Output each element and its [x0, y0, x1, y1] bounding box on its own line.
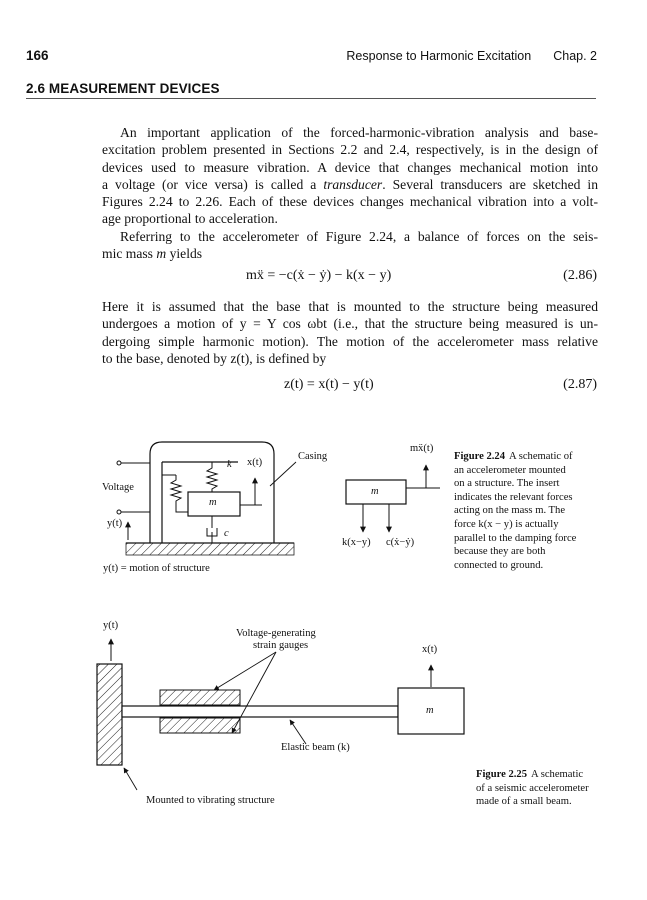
caption-label: Figure 2.25 — [476, 769, 528, 780]
text-line: to the base, denoted by z(t), is defined by — [102, 350, 327, 366]
text-fragment: mic mass — [102, 246, 157, 262]
label-strain-gauges-1: Voltage-generating — [236, 628, 316, 639]
equation-2-86: mẍ = −c(ẋ − ẏ) − k(x − y) — [246, 268, 392, 283]
caption-line — [454, 450, 576, 464]
label-voltage: Voltage — [102, 482, 134, 493]
term-transducer: transducer — [323, 176, 383, 192]
caption-line: force k(x − y) is actually — [454, 518, 559, 530]
label-mass-m: m — [209, 497, 217, 508]
label-elastic-beam: Elastic beam (k) — [281, 742, 350, 753]
ground-hatch — [126, 543, 294, 555]
equation-2-87: z(t) = x(t) − y(t) — [284, 377, 374, 392]
spring-k — [207, 462, 217, 492]
figure-2-25-caption — [476, 768, 589, 809]
section-heading: 2.6 MEASUREMENT DEVICES — [26, 81, 220, 96]
chapter-label: Chap. 2 — [553, 49, 597, 63]
label-spring-force: k(x−y) — [342, 537, 371, 548]
caption-line: of a seismic accelerometer — [476, 782, 589, 794]
text-fragment: yields — [166, 246, 203, 262]
label-x-t: x(t) — [247, 457, 263, 468]
figure-2-24-caption — [454, 450, 576, 572]
page-number: 166 — [26, 48, 49, 63]
label-spring-k: k — [227, 459, 232, 470]
strain-gauge-bottom — [160, 718, 240, 733]
variable-m: m — [156, 246, 167, 262]
running-title: Response to Harmonic Excitation — [346, 49, 532, 63]
label-motion-note: y(t) = motion of structure — [103, 563, 210, 574]
label-strain-gauges-2: strain gauges — [253, 640, 309, 651]
label-y-t: y(t) — [107, 518, 123, 529]
text-line: Figures 2.24 to 2.26. Each of these devices changes mechanical vibration into a volt- — [102, 194, 598, 210]
caption-text: A schematic of — [509, 451, 573, 462]
caption-line: parallel to the damping force — [454, 532, 577, 544]
caption-text: A schematic — [531, 769, 584, 780]
text-line: age proportional to acceleration. — [102, 211, 278, 227]
text-line: Here it is assumed that the base that is mounted to the structure being measured — [102, 299, 598, 314]
strain-gauge-top — [160, 690, 240, 705]
label-mount: Mounted to vibrating structure — [146, 795, 275, 806]
text-line: An important application of the forced-harmonic-vibration analysis and base- — [120, 125, 598, 140]
caption-line — [476, 768, 589, 782]
elastic-beam — [122, 706, 398, 717]
caption-line: connected to ground. — [454, 559, 544, 571]
text-line: Referring to the accelerometer of Figure 2.24, a balance of forces on the seis- — [120, 229, 598, 244]
label-damper-force: c(ẋ−ẏ) — [386, 537, 415, 548]
text-line: devices used to measure vibration. A device that changes mechanical motion into — [102, 159, 598, 175]
caption-label: Figure 2.24 — [454, 451, 506, 462]
label-inertia-force: mẍ(t) — [410, 443, 434, 454]
label-beam-mass: m — [426, 705, 434, 716]
caption-line: made of a small beam. — [476, 796, 572, 808]
caption-line: because they are both — [454, 546, 546, 558]
caption-line: acting on the mass m. The — [454, 505, 566, 517]
label-casing: Casing — [298, 451, 328, 462]
equation-number-2-87: (2.87) — [563, 377, 597, 392]
text-line: excitation problem presented in Sections 2.2 and 2.4, respectively, is in the design of — [102, 142, 598, 158]
text-fragment: a voltage (or vice versa) is called a — [102, 176, 324, 192]
text-line: undergoes a motion of y = Y cos ωbt (i.e., that the structure being measured is un- — [102, 316, 598, 332]
voltage-sensor — [171, 475, 188, 512]
mount-wall — [97, 664, 122, 765]
caption-line: on a structure. The insert — [454, 478, 560, 490]
equation-number-2-86: (2.86) — [563, 268, 597, 283]
caption-line: an accelerometer mounted — [454, 464, 566, 476]
label-y-t-beam: y(t) — [103, 620, 119, 631]
label-damper-c: c — [224, 528, 229, 539]
text-line: dergoing simple harmonic motion). The motion of the accelerometer mass relative — [102, 333, 598, 349]
text-fragment: . Several transducers are sketched in — [382, 176, 599, 192]
label-x-t-beam: x(t) — [422, 644, 438, 655]
caption-line: indicates the relevant forces — [454, 491, 573, 503]
label-insert-mass: m — [371, 486, 379, 497]
